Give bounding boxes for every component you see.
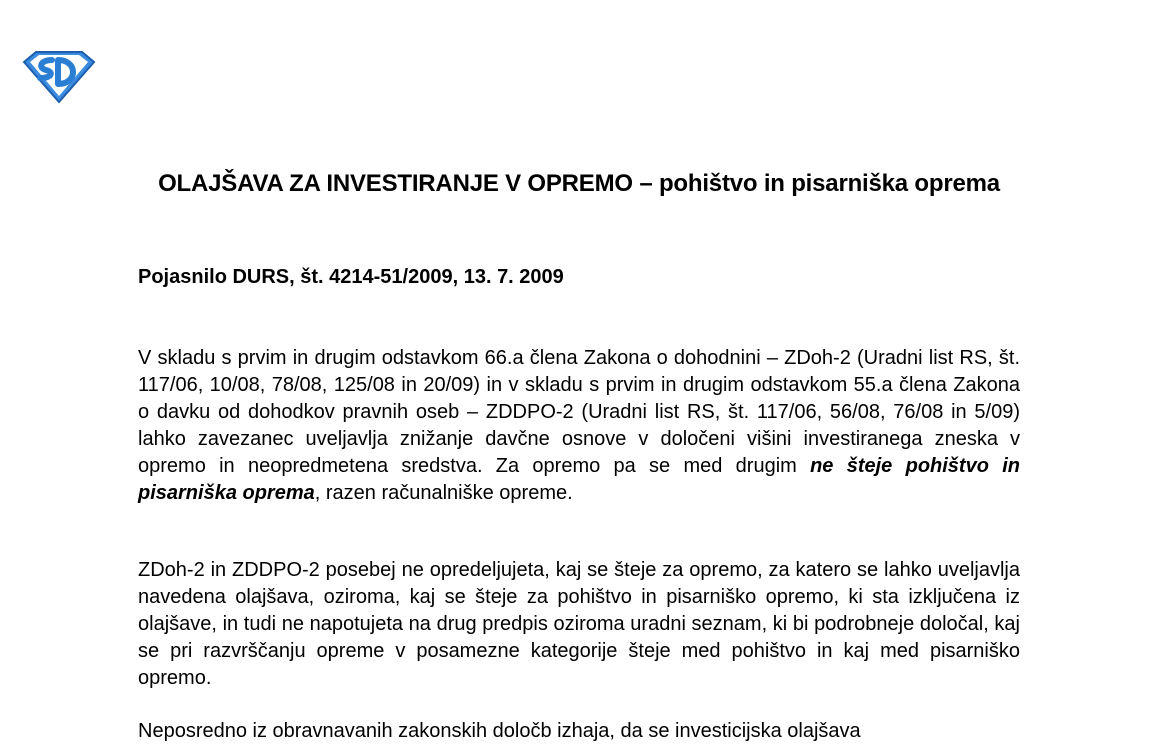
paragraph-3: Neposredno iz obravnavanih zakonskih določb izhaja, da se investicijska olajšava	[138, 720, 861, 742]
document-title: OLAJŠAVA ZA INVESTIRANJE V OPREMO – pohištvo in pisarniška oprema	[158, 170, 1000, 197]
company-logo	[22, 50, 96, 104]
sd-diamond-logo-icon	[22, 50, 96, 104]
paragraph-2: ZDoh-2 in ZDDPO-2 posebej ne opredeljujeta, kaj se šteje za opremo, za katero se lahko uveljavlja navedena olajšava, oziroma, kaj se šteje za pohištvo in pisarniško opremo, ki sta izključena iz olajšave, in tudi ne napotujeta na drug predpis oziroma uradni seznam, ki bi podrobneje določal, kaj se pri razvrščanju opreme v posamezne kategorije šteje med pohištvo in kaj med pisarniško opremo.	[138, 559, 1020, 689]
paragraph-1-text: V skladu s prvim in drugim odstavkom 66.a člena Zakona o dohodnini – ZDoh-2 (Uradni list RS, št. 117/06, 10/08, 78/08, 125/08 in 20/09) in v skladu s prvim in drugim odstavkom 55.a člena Zakona o davku od dohodkov pravnih oseb – ZDDPO-2 (Uradni list RS, št. 117/06, 56/08, 76/08 in 5/09) lahko zavezanec uveljavlja znižanje davčne osnove v določeni višini investiranega zneska v opremo in neopredmetena sredstva. Za opremo pa se med drugim	[138, 347, 1020, 477]
paragraph-1-emphasis: ne šteje pohištvo in pisarniška oprema	[138, 455, 1020, 504]
document-subtitle: Pojasnilo DURS, št. 4214-51/2009, 13. 7. 2009	[138, 266, 564, 288]
paragraph-1-text-end: , razen računalniške opreme.	[314, 482, 573, 504]
paragraph-1	[138, 345, 1020, 507]
